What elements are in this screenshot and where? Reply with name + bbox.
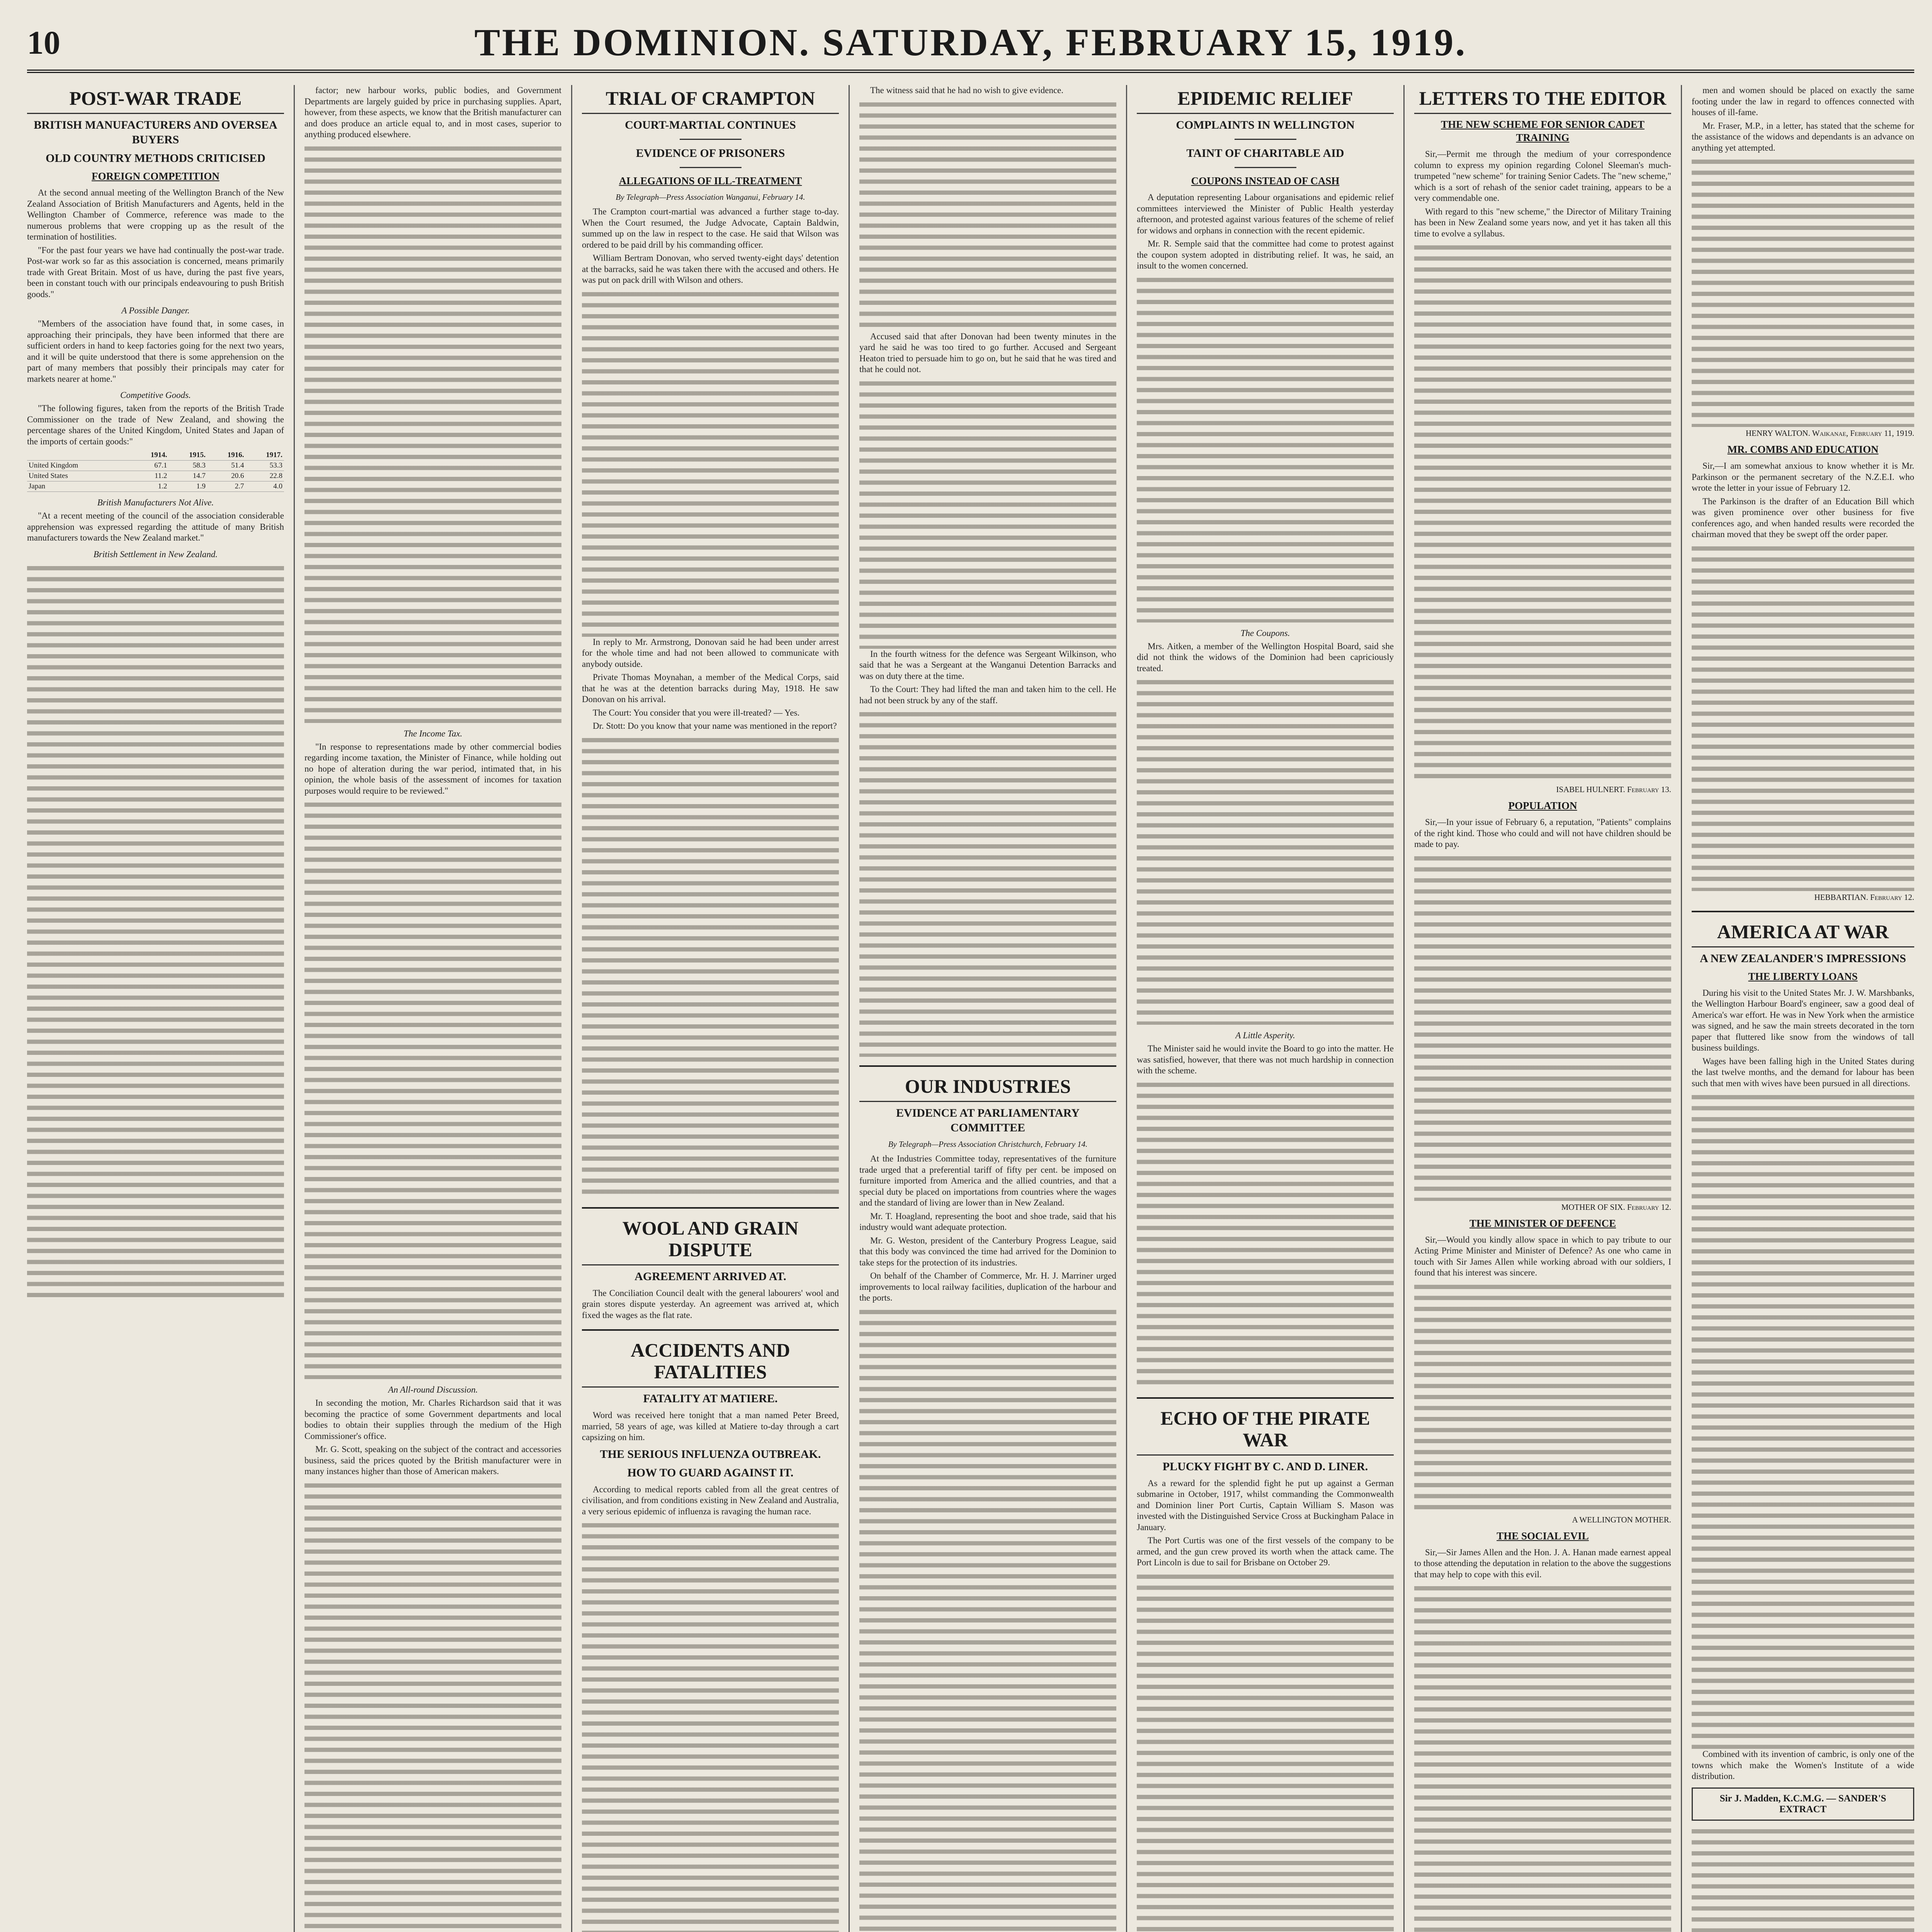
paragraph: On behalf of the Chamber of Commerce, Mr. H. J. Marriner urged improvements to local railway facilities, duplication of the harbour and the ports. bbox=[859, 1271, 1116, 1303]
body-text-block bbox=[582, 1520, 839, 1932]
subhead: BRITISH MANUFACTURERS AND OVERSEA BUYERS bbox=[34, 119, 277, 146]
divider bbox=[1235, 139, 1296, 140]
paragraph: men and women should be placed on exactly the same footing under the law in regard to offences connected with houses of ill-fame. bbox=[1692, 85, 1914, 117]
table-cell: 53.3 bbox=[245, 461, 284, 471]
body-text-block bbox=[1137, 1571, 1394, 1932]
headline-trial-of-crampton: TRIAL OF CRAMPTON bbox=[582, 87, 839, 114]
columns bbox=[27, 85, 1914, 1932]
column-divider bbox=[1681, 85, 1682, 1932]
body-text-block bbox=[1414, 853, 1671, 1201]
section-heading: British Manufacturers Not Alive. bbox=[97, 498, 214, 507]
body-text-block bbox=[1414, 242, 1671, 783]
headline-wool-grain-dispute: WOOL AND GRAIN DISPUTE bbox=[582, 1217, 839, 1265]
table-cell: United States bbox=[27, 471, 130, 481]
letter-signature: HENRY WALTON. Waikanae, February 11, 1919. bbox=[1745, 429, 1914, 438]
subhead: TAINT OF CHARITABLE AID bbox=[1186, 147, 1344, 160]
column-divider bbox=[294, 85, 295, 1932]
column-divider bbox=[1126, 85, 1127, 1932]
paragraph: "The following figures, taken from the reports of the British Trade Commissioner on the trade of New Zealand, and showing the percentage shares of the United Kingdom, United States and Japan of the imports of certain goods:" bbox=[27, 403, 284, 446]
table-cell: 1.2 bbox=[130, 481, 168, 492]
subhead: FATALITY AT MATIERE. bbox=[643, 1392, 778, 1405]
section-heading: A Possible Danger. bbox=[121, 306, 190, 315]
divider bbox=[582, 1329, 839, 1331]
paragraph: At the second annual meeting of the Wellington Branch of the New Zealand Association of British Manufacturers and Agents, held in the Wellington Chamber of Commerce, reference was made to the numerous problems that were cropping up as the result of the termination of hostilities. bbox=[27, 188, 284, 242]
headline-echo-pirate-war: ECHO OF THE PIRATE WAR bbox=[1137, 1407, 1394, 1456]
section-heading: The Income Tax. bbox=[403, 728, 463, 738]
body-text-block bbox=[1692, 1826, 1914, 1932]
table-cell: 2.7 bbox=[207, 481, 245, 492]
table-row bbox=[27, 461, 284, 471]
paragraph: "For the past four years we have had continually the post-war trade. Post-war work so far as this association is concerned, means primarily trade with Great Britain. Most of us have, during the past five years, been in constant touch with our principals endeavouring to push British goods." bbox=[27, 245, 284, 299]
table-cell: 4.0 bbox=[245, 481, 284, 492]
paragraph: Sir,—I am somewhat anxious to know whether it is Mr. Parkinson or the permanent secretary of the N.Z.E.I. who wrote the letter in your issue of February 12. bbox=[1692, 461, 1914, 493]
divider bbox=[1235, 167, 1296, 168]
body-text-block bbox=[1692, 156, 1914, 427]
column-5 bbox=[1137, 85, 1394, 1932]
table-header bbox=[27, 450, 130, 461]
headline-post-war-trade: POST-WAR TRADE bbox=[27, 87, 284, 114]
table-row bbox=[27, 471, 284, 481]
table-header: 1917. bbox=[245, 450, 284, 461]
paragraph: Mr. Fraser, M.P., in a letter, has stated that the scheme for the assistance of the widows and dependants is an advance on anything yet attempted. bbox=[1692, 121, 1914, 153]
paragraph: Word was received here tonight that a man named Peter Breed, married, 58 years of age, was killed at Matiere to-day through a cart capsizing on him. bbox=[582, 1410, 839, 1442]
paragraph: Sir,—Sir James Allen and the Hon. J. A. Hanan made earnest appeal to those attending the deputation in relation to the above the suggestions that may help to cope with this evil. bbox=[1414, 1547, 1671, 1579]
table-cell: 22.8 bbox=[245, 471, 284, 481]
paragraph: The Parkinson is the drafter of an Education Bill which was given prominence over other business for five conferences ago, and when handed results were recorded the chairman moved that they be swept off the order paper. bbox=[1692, 496, 1914, 539]
table-cell: 67.1 bbox=[130, 461, 168, 471]
body-text-block bbox=[1137, 677, 1394, 1025]
paragraph: Wages have been falling high in the United States during the last twelve months, and the demand for labour has been such that men with wives have been pursued in all directions. bbox=[1692, 1056, 1914, 1088]
letter-signature: HEBBARTIAN. February 12. bbox=[1814, 892, 1914, 902]
headline-letters-to-editor: LETTERS TO THE EDITOR bbox=[1414, 87, 1671, 114]
table-cell: 11.2 bbox=[130, 471, 168, 481]
body-text-block bbox=[304, 1480, 561, 1932]
column-divider bbox=[1403, 85, 1405, 1932]
paragraph: In the fourth witness for the defence was Sergeant Wilkinson, who said that he was a Sergeant at the Wanganui Detention Barracks and was on duty there at the time. bbox=[859, 649, 1116, 681]
body-text-block bbox=[1414, 1583, 1671, 1932]
divider bbox=[582, 1207, 839, 1209]
paragraph: Sir,—In your issue of February 6, a reputation, "Patients" complains of the right kind. Those who could and will not have children should be made to pay. bbox=[1414, 817, 1671, 849]
paragraph: Sir,—Permit me through the medium of your correspondence column to express my opinion regarding Colonel Sleeman's much-trumpeted "new scheme" for training Senior Cadets. The "new scheme," which is a sort of rehash of the senior cadet training, appears to be a very commendable one. bbox=[1414, 149, 1671, 203]
masthead bbox=[27, 19, 1914, 73]
divider bbox=[1137, 1397, 1394, 1399]
byline: By Telegraph—Press Association Christchurch, February 14. bbox=[888, 1139, 1088, 1149]
letter-heading: THE MINISTER OF DEFENCE bbox=[1469, 1217, 1616, 1229]
body-text-block bbox=[1692, 1092, 1914, 1749]
subhead: THE SERIOUS INFLUENZA OUTBREAK. bbox=[600, 1447, 821, 1461]
table-cell: 1.9 bbox=[169, 481, 207, 492]
subhead: HOW TO GUARD AGAINST IT. bbox=[627, 1466, 794, 1479]
paragraph: Mr. R. Semple said that the committee had come to protest against the coupon system adopted in distributing relief. It was, he said, an insult to the women concerned. bbox=[1137, 239, 1394, 270]
paragraph: With regard to this "new scheme," the Director of Military Training has been in New Zealand some years now, and yet it has taken all this time to evolve a syllabus. bbox=[1414, 206, 1671, 238]
body-text-block bbox=[859, 378, 1116, 649]
body-text-block bbox=[859, 1307, 1116, 1932]
subhead: COUPONS INSTEAD OF CASH bbox=[1191, 175, 1340, 187]
body-text-block bbox=[582, 289, 839, 637]
column-divider bbox=[571, 85, 572, 1932]
column-4 bbox=[859, 85, 1116, 1932]
paragraph: In seconding the motion, Mr. Charles Richardson said that it was becoming the practice of some Government departments and local bodies to obtain their supplies through the medium of the High Commissioner's office. bbox=[304, 1398, 561, 1441]
subhead: AGREEMENT ARRIVED AT. bbox=[634, 1270, 786, 1283]
table-cell: 58.3 bbox=[169, 461, 207, 471]
section-heading: Competitive Goods. bbox=[120, 390, 191, 400]
subhead: PLUCKY FIGHT BY C. AND D. LINER. bbox=[1162, 1460, 1368, 1473]
paragraph: During his visit to the United States Mr. J. W. Marshbanks, the Wellington Harbour Board's engineer, saw a good deal of America's war effort. He was in New York when the armistice was signed, and he saw the main streets decorated in the torn paper that fluttered like snow from the windows of tall business buildings. bbox=[1692, 988, 1914, 1053]
body-text-block bbox=[1414, 1282, 1671, 1514]
body-text-block bbox=[859, 709, 1116, 1057]
body-text-block bbox=[1137, 1080, 1394, 1389]
subhead: OLD COUNTRY METHODS CRITICISED bbox=[46, 152, 265, 165]
column-3 bbox=[582, 85, 839, 1932]
paragraph: Dr. Stott: Do you know that your name was mentioned in the report? bbox=[593, 721, 837, 731]
letter-signature: ISABEL HULNERT. February 13. bbox=[1556, 785, 1671, 794]
paragraph: The Port Curtis was one of the first vessels of the company to be armed, and the gun crew proved its worth when the attack came. The Port Lincoln is due to sail for Brisbane on October 29. bbox=[1137, 1536, 1394, 1567]
page-number: 10 bbox=[27, 24, 60, 61]
newspaper-page bbox=[27, 19, 1914, 1932]
paragraph: The Crampton court-martial was advanced a further stage to-day. When the Court resumed, the Judge Advocate, Captain Baldwin, summed up on the law in respect to the case. He said that Wilson was ordered to be paid drill by his commanding officer. bbox=[582, 207, 839, 250]
paragraph: At the Industries Committee today, representatives of the furniture trade urged that a preferential tariff of fifty per cent. be imposed on furniture imported from America and the allied countries, and that a special duty be placed on importations from countries where the wages and the standard of living are lower than in New Zealand. bbox=[859, 1154, 1116, 1208]
subhead: COMPLAINTS IN WELLINGTON bbox=[1176, 119, 1355, 131]
paragraph: "At a recent meeting of the council of the association considerable apprehension was expressed regarding the attitude of many British manufacturers towards the New Zealand market." bbox=[27, 511, 284, 543]
paragraph: William Bertram Donovan, who served twenty-eight days' detention at the barracks, said he was taken there with the accused and others. He was put on pack drill with Wilson and others. bbox=[582, 253, 839, 285]
headline-accidents-fatalities: ACCIDENTS AND FATALITIES bbox=[582, 1339, 839, 1388]
section-heading: A Little Asperity. bbox=[1235, 1031, 1295, 1040]
body-text-block bbox=[859, 99, 1116, 331]
section-heading: The Coupons. bbox=[1240, 628, 1290, 638]
body-text-block bbox=[304, 799, 561, 1379]
headline-our-industries: OUR INDUSTRIES bbox=[859, 1075, 1116, 1102]
table-cell: 20.6 bbox=[207, 471, 245, 481]
table-cell: 51.4 bbox=[207, 461, 245, 471]
subhead: EVIDENCE OF PRISONERS bbox=[636, 147, 785, 160]
paragraph: A deputation representing Labour organisations and epidemic relief committees interviewed the Minister of Public Health yesterday afternoon, and protested against various features of the scheme of relief for widows and orphans in connection with the recent epidemic. bbox=[1137, 192, 1394, 235]
paragraph: As a reward for the splendid fight he put up against a German submarine in October, 1917, whilst commanding the Commonwealth and Dominion liner Port Curtis, Captain William S. Mason was invested with the Distinguished Service Cross at Buckingham Palace in January. bbox=[1137, 1478, 1394, 1532]
subhead: THE LIBERTY LOANS bbox=[1748, 970, 1858, 982]
body-text-block bbox=[1137, 275, 1394, 622]
headline-america-at-war: AMERICA AT WAR bbox=[1692, 921, 1914, 947]
paragraph: "In response to representations made by other commercial bodies regarding income taxation, the Minister of Finance, while holding out no hope of alteration during the war period, intimated that, in his opinion, the whole basis of the assessment of incomes for taxation purposes would require to be reviewed." bbox=[304, 742, 561, 796]
letter-signature: MOTHER OF SIX. February 12. bbox=[1561, 1202, 1671, 1212]
subhead: A NEW ZEALANDER'S IMPRESSIONS bbox=[1700, 952, 1906, 965]
paragraph: Private Thomas Moynahan, a member of the Medical Corps, said that he was at the detention barracks during May, 1918. He saw Donovan on his arrival. bbox=[582, 672, 839, 704]
advertisement: Sir J. Madden, K.C.M.G. — SANDER'S EXTRACT bbox=[1692, 1787, 1914, 1821]
letter-heading: POPULATION bbox=[1508, 800, 1577, 811]
headline-epidemic-relief: EPIDEMIC RELIEF bbox=[1137, 87, 1394, 114]
body-text-block bbox=[304, 143, 561, 723]
body-text-block bbox=[1692, 543, 1914, 891]
column-1 bbox=[27, 85, 284, 1932]
trade-percentage-table bbox=[27, 450, 284, 492]
divider bbox=[680, 139, 742, 140]
column-6 bbox=[1414, 85, 1671, 1932]
byline: By Telegraph—Press Association Wanganui, February 14. bbox=[616, 192, 805, 202]
divider bbox=[680, 167, 742, 168]
paragraph: Mrs. Aitken, a member of the Wellington Hospital Board, said she did not think the widows of the Dominion had been capriciously treated. bbox=[1137, 641, 1394, 673]
paragraph: factor; new harbour works, public bodies, and Government Departments are largely guided by price in purchasing supplies. Apart, however, from these aspects, we know that the British manufacturer can and does produce an article equal to, and in most cases, superior to anything produced elsewhere. bbox=[304, 85, 561, 139]
paragraph: Accused said that after Donovan had been twenty minutes in the yard he said he was too tired to go further. Accused and Sergeant Heaton tried to persuade him to go on, but he said that he was tired and that he could not. bbox=[859, 331, 1116, 374]
table-cell: Japan bbox=[27, 481, 130, 492]
subhead: EVIDENCE AT PARLIAMENTARY COMMITTEE bbox=[896, 1107, 1080, 1134]
table-header: 1915. bbox=[169, 450, 207, 461]
table-header: 1916. bbox=[207, 450, 245, 461]
subhead: COURT-MARTIAL CONTINUES bbox=[625, 119, 796, 131]
table-header: 1914. bbox=[130, 450, 168, 461]
divider bbox=[1692, 911, 1914, 912]
paragraph: Mr. G. Scott, speaking on the subject of the contract and accessories business, said the prices quoted by the British manufacturer were in many instances higher than those of American makers. bbox=[304, 1444, 561, 1476]
letter-heading: THE NEW SCHEME FOR SENIOR CADET TRAINING bbox=[1441, 119, 1645, 143]
letter-heading: THE SOCIAL EVIL bbox=[1497, 1530, 1589, 1542]
paragraph: "Members of the association have found that, in some cases, in approaching their principals, they have been informed that there are sufficient orders in hand to keep factories going for the next two years, and it will be quite understood that there is some apprehension on the part of many members that possibly their principals may cater for markets nearer at home." bbox=[27, 319, 284, 384]
letter-signature: A WELLINGTON MOTHER. bbox=[1572, 1515, 1671, 1524]
table-cell: United Kingdom bbox=[27, 461, 130, 471]
column-2 bbox=[304, 85, 561, 1932]
section-heading: British Settlement in New Zealand. bbox=[93, 549, 218, 559]
paragraph: Combined with its invention of cambric, is only one of the towns which make the Women's Institute of a wide distribution. bbox=[1692, 1749, 1914, 1781]
paragraph: The Minister said he would invite the Board to go into the matter. He was satisfied, however, that there was not much hardship in connection with the scheme. bbox=[1137, 1044, 1394, 1075]
table-cell: 14.7 bbox=[169, 471, 207, 481]
paragraph: To the Court: They had lifted the man and taken him to the cell. He had not been struck by any of the staff. bbox=[859, 684, 1116, 705]
divider bbox=[859, 1065, 1116, 1067]
table-row bbox=[27, 481, 284, 492]
newspaper-title: THE DOMINION. SATURDAY, FEBRUARY 15, 1919. bbox=[474, 21, 1467, 64]
column-7 bbox=[1692, 85, 1914, 1932]
body-text-block bbox=[27, 563, 284, 1297]
paragraph: Mr. T. Hoagland, representing the boot and shoe trade, said that his industry would want adequate protection. bbox=[859, 1211, 1116, 1232]
paragraph: The Conciliation Council dealt with the general labourers' wool and grain stores dispute yesterday. An agreement was arrived at, which fixed the wages as the flat rate. bbox=[582, 1288, 839, 1320]
paragraph: In reply to Mr. Armstrong, Donovan said he had been under arrest for the whole time and had not been allowed to communicate with anybody outside. bbox=[582, 637, 839, 669]
paragraph: Mr. G. Weston, president of the Canterbury Progress League, said that this body was convinced the time had arrived for the Dominion to take steps for the protection of its industries. bbox=[859, 1235, 1116, 1267]
subhead: ALLEGATIONS OF ILL-TREATMENT bbox=[619, 175, 802, 187]
letter-heading: MR. COMBS AND EDUCATION bbox=[1727, 444, 1879, 455]
paragraph: The witness said that he had no wish to give evidence. bbox=[870, 85, 1064, 95]
subhead: FOREIGN COMPETITION bbox=[92, 170, 219, 182]
section-heading: An All-round Discussion. bbox=[388, 1385, 478, 1395]
paragraph: Sir,—Would you kindly allow space in which to pay tribute to our Acting Prime Minister and Minister of Defence? As one who came in touch with Sir James Allen while working abroad with our soldiers, I found that his interest was sincere. bbox=[1414, 1235, 1671, 1277]
paragraph: According to medical reports cabled from all the great centres of civilisation, and from conditions existing in New Zealand and Australia, a very serious epidemic of influenza is ravaging the human race. bbox=[582, 1484, 839, 1516]
paragraph: The Court: You consider that you were ill-treated? — Yes. bbox=[593, 707, 800, 718]
column-divider bbox=[849, 85, 850, 1932]
body-text-block bbox=[582, 735, 839, 1199]
